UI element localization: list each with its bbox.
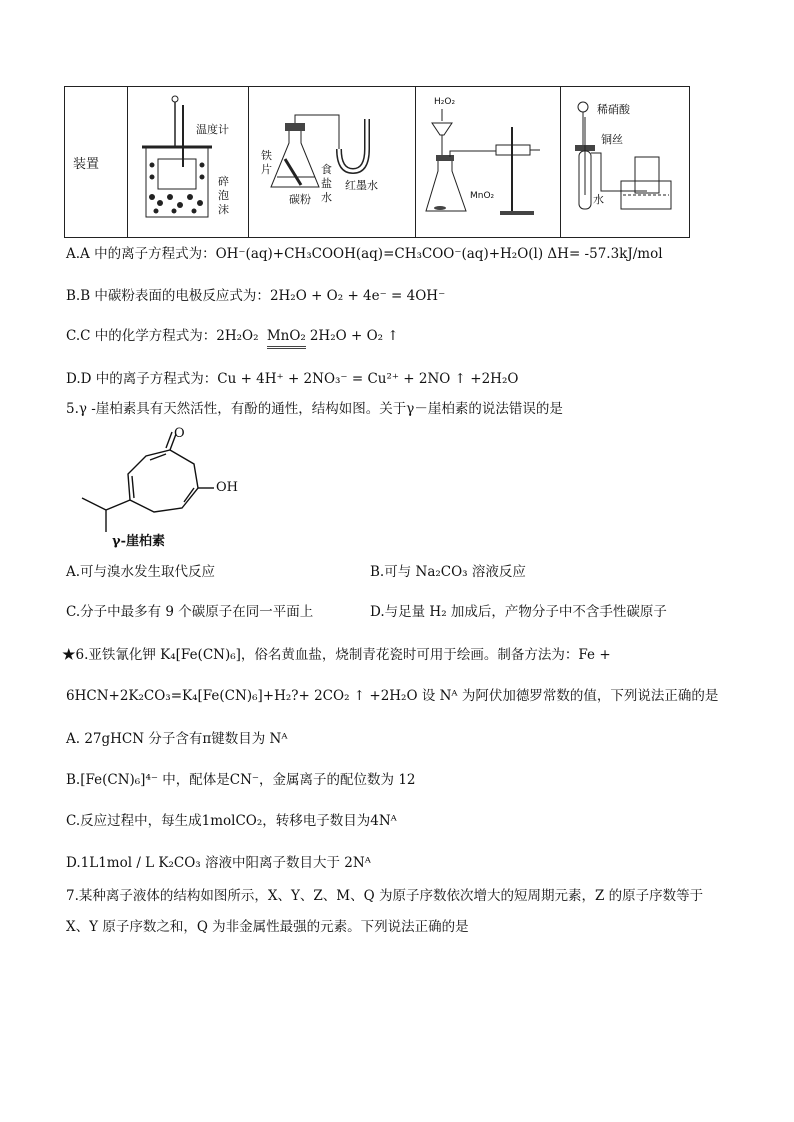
q4-option-b xyxy=(66,286,445,306)
q4-d-equation: Cu + 4H⁺ + 2NO₃⁻ = Cu²⁺ + 2NO ↑ +2H₂O xyxy=(217,371,519,387)
foam-label-2: 泡 xyxy=(218,189,229,202)
apparatus-header: 装置 xyxy=(73,156,100,172)
q4-c-prefix: C.C 中的化学方程式为： xyxy=(66,328,217,344)
q4-c-catalyst: MnO₂ xyxy=(267,326,306,349)
q6-stem-line1: ★6.亚铁氰化钾 K₄[Fe(CN)₆]，俗名黄血盐，烧制青花瓷时可用于绘画。制备方法为：Fe + xyxy=(62,647,611,663)
table-header-cell xyxy=(65,87,128,238)
apparatus-table xyxy=(64,86,690,238)
calorimeter-diagram xyxy=(128,87,248,233)
q4-c-reactant: 2H₂O₂ xyxy=(216,328,259,344)
hydroxyl-label: OH xyxy=(216,480,238,495)
q7-stem-line1: 7.某种离子液体的结构如图所示，X、Y、Z、M、Q 为原子序数依次增大的短周期元素，Z 的原子序数等于 xyxy=(66,888,704,904)
q7-stem-line2: X、Y 原子序数之和，Q 为非金属性最强的元素。下列说法正确的是 xyxy=(66,919,469,935)
foam-label-3: 沫 xyxy=(218,203,229,216)
saltwater-label-3: 水 xyxy=(321,191,332,204)
iron-label-2: 片 xyxy=(261,163,272,176)
saltwater-label-2: 盐 xyxy=(321,177,332,190)
q4-b-prefix: B.B 中碳粉表面的电极反应式为： xyxy=(66,288,270,304)
q4-b-equation: 2H₂O + O₂ + 4e⁻ = 4OH⁻ xyxy=(269,288,446,304)
q6-stem-line2: 6HCN+2K₂CO₃=K₄[Fe(CN)₆]+H₂?+ 2CO₂ ↑ +2H₂O 设 Nᴬ 为阿伏加德罗常数的值，下列说法正确的是 xyxy=(66,688,719,704)
corrosion-diagram xyxy=(249,87,415,233)
q6-option-a: A. 27gHCN 分子含有π键数目为 Nᴬ xyxy=(66,731,288,747)
q4-option-a xyxy=(66,244,663,264)
ketone-oxygen-label: O xyxy=(174,426,185,441)
wire-label: 铜丝 xyxy=(601,133,623,146)
oxygen-generation-diagram xyxy=(416,87,560,233)
q5-option-a: A.可与溴水发生取代反应 xyxy=(66,564,216,580)
q6-option-d: D.1L1mol / L K₂CO₃ 溶液中阳离子数目大于 2Nᴬ xyxy=(66,855,371,871)
q4-option-d xyxy=(66,369,518,389)
carbon-label: 碳粉 xyxy=(289,193,311,206)
q4-option-c xyxy=(66,326,399,349)
apparatus-b xyxy=(249,87,416,238)
mno2-label: MnO₂ xyxy=(470,191,495,201)
q6-option-c: C.反应过程中，每生成1molCO₂，转移电子数目为4Nᴬ xyxy=(66,813,397,829)
q4-d-prefix: D.D 中的离子方程式为： xyxy=(66,371,218,387)
q5-option-b: B.可与 Na₂CO₃ 溶液反应 xyxy=(370,564,526,580)
foam-label-1: 碎 xyxy=(218,175,229,188)
apparatus-c xyxy=(416,87,561,238)
q4-a-prefix: A.A 中的离子方程式为： xyxy=(66,246,216,262)
q5-stem: 5.γ -崖柏素具有天然活性，有酚的通性，结构如图。关于γ－崖柏素的说法错误的是 xyxy=(66,401,563,417)
q5-option-c: C.分子中最多有 9 个碳原子在同一平面上 xyxy=(66,604,314,620)
redink-label: 红墨水 xyxy=(345,179,378,192)
q6-option-b: B.[Fe(CN)₆]⁴⁻ 中，配体是CN⁻，金属离子的配位数为 12 xyxy=(66,772,416,788)
q5-option-d: D.与足量 H₂ 加成后，产物分子中不含手性碳原子 xyxy=(370,604,667,620)
q4-c-product: 2H₂O + O₂ ↑ xyxy=(309,328,399,344)
h2o2-label: H₂O₂ xyxy=(434,97,456,107)
structure-caption: γ-崖柏素 xyxy=(112,534,165,549)
q4-a-equation: OH⁻(aq)+CH₃COOH(aq)=CH₃COO⁻(aq)+H₂O(l) ΔH= -57.3kJ/mol xyxy=(215,246,663,262)
water-label: 水 xyxy=(593,193,604,206)
iron-label-1: 铁 xyxy=(261,149,272,162)
thermometer-label: 温度计 xyxy=(196,123,229,136)
acid-label: 稀硝酸 xyxy=(597,103,630,116)
saltwater-label-1: 食 xyxy=(321,163,332,176)
apparatus-d xyxy=(561,87,690,238)
apparatus-a xyxy=(128,87,249,238)
